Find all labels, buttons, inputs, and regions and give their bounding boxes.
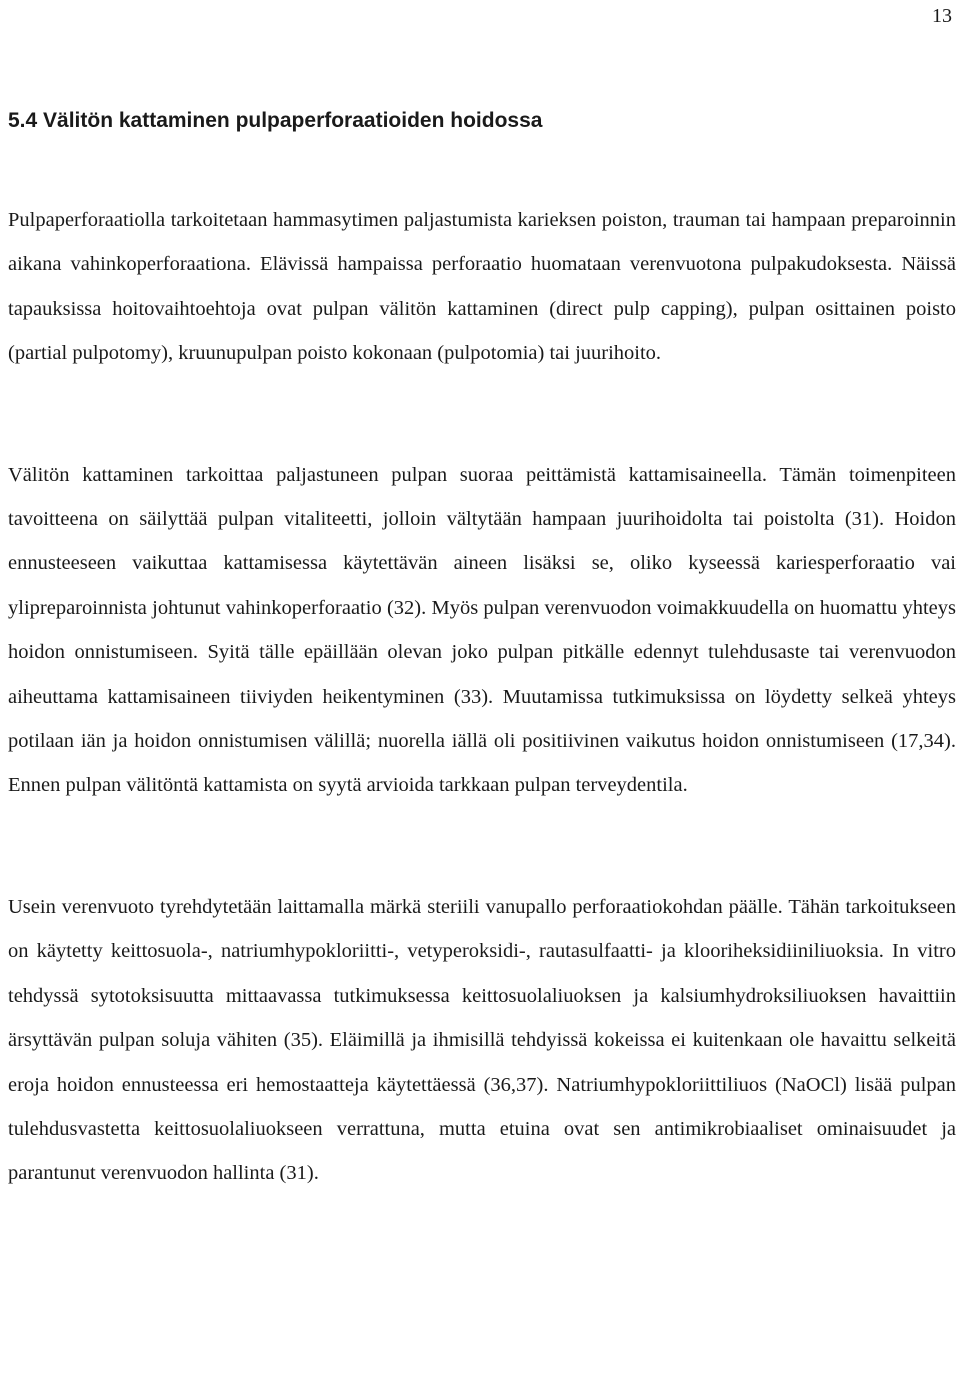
paragraph-direct-capping: Välitön kattaminen tarkoittaa paljastuneen pulpan suoraa peittämistä kattamisaineella. Tämän toimenpiteen tavoitteena on säilyttää pulpan vitaliteetti, jolloin vältytään hampaan juurihoidolta tai poistolta (31). Hoidon ennusteeseen vaikuttaa kattamisessa käytettävän aineen lisäksi se, oliko kyseessä kariesperforaatio vai ylipreparoinnista johtunut vahinkoperforaatio (32). Myös pulpan verenvuodon voimakkuudella on huomattu yhteys hoidon onnistumiseen. Syitä tälle epäillään olevan joko pulpan pitkälle edennyt tulehdusaste tai verenvuodon aiheuttama kattamisaineen tiiviyden heikentyminen (33). Muutamissa tutkimuksissa on löydetty selkeä yhteys potilaan iän ja hoidon onnistumisen välillä; nuorella iällä oli positiivinen vaikutus hoidon onnistumiseen (17,34). Ennen pulpan välitöntä kattamista on syytä arvioida tarkkaan pulpan terveydentila.: [8, 463, 956, 797]
paragraph-pulp-perforation: Pulpaperforaatiolla tarkoitetaan hammasytimen paljastumista karieksen poiston, trauman tai hampaan preparoinnin aikana vahinkoperforaationa. Elävissä hampaissa perforaatio huomataan verenvuotona pulpakudoksesta. Näissä tapauksissa hoitovaihtoehtoja ovat pulpan välitön kattaminen (direct pulp capping), pulpan osittainen poisto (partial pulpotomy), kruunupulpan poisto kokonaan (pulpotomia) tai juurihoito.: [8, 209, 956, 365]
section-heading: 5.4 Välitön kattaminen pulpaperforaatioiden hoidossa: [8, 109, 543, 132]
page-number: 13: [932, 5, 952, 27]
paragraph-hemostasis: Usein verenvuoto tyrehdytetään laittamalla märkä steriili vanupallo perforaatiokohdan päälle. Tähän tarkoitukseen on käytetty keittosuola-, natriumhypokloriitti-, vetyperoksidi-, rautasulfaatti- ja klooriheksidiiniliuoksia. In vitro tehdyssä sytotoksisuutta mittaavassa tutkimuksessa keittosuolaliuoksen ja kalsiumhydroksiliuoksen havaittiin ärsyttävän pulpan soluja vähiten (35). Eläimillä ja ihmisillä tehdyissä kokeissa ei kuitenkaan ole havaittu selkeitä eroja hoidon ennusteessa eri hemostaatteja käytettäessä (36,37). Natriumhypokloriittiliuos (NaOCl) lisää pulpan tulehdusvastetta keittosuolaliuokseen verrattuna, mutta etuina ovat sen antimikrobiaaliset ominaisuudet ja parantunut verenvuodon hallinta (31).: [8, 895, 956, 1185]
document-body: [8, 106, 956, 1196]
